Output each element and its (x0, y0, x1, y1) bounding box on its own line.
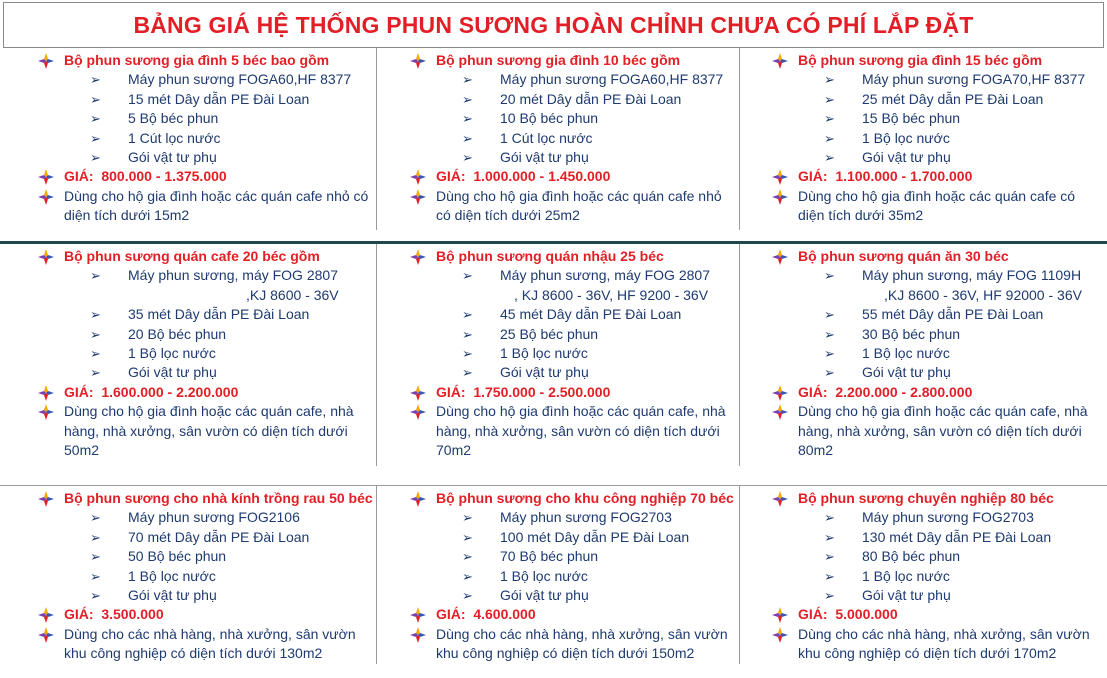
package-note-text: Dùng cho hộ gia đình hoặc các quán cafe, nhà hàng, nhà xưởng, sân vườn có diện tích dưới 50m2 (64, 403, 354, 459)
chevron-arrow-icon: ➢ (824, 111, 835, 127)
list-item (38, 567, 376, 586)
list-item-text: 20 mét Dây dẫn PE Đài Loan (500, 90, 682, 107)
list-item-text: 25 Bộ béc phun (500, 325, 599, 342)
list-item-text: Máy phun sương FOGA60,HF 8377 (128, 71, 352, 88)
package-heading (410, 489, 738, 508)
chevron-arrow-icon: ➢ (462, 268, 473, 284)
list-item (38, 528, 376, 547)
list-item-text: Gói vật tư phụ (500, 364, 589, 381)
list-item-text: , KJ 8600 - 36V, HF 9200 - 36V (514, 286, 709, 303)
chevron-arrow-icon: ➢ (90, 91, 101, 107)
list-item-text: Máy phun sương, máy FOG 2807 (128, 267, 338, 284)
four-color-star-bullet-icon (38, 249, 54, 265)
package-price (410, 383, 738, 402)
list-item (772, 508, 1102, 527)
package-note (410, 625, 738, 664)
list-item (38, 109, 376, 128)
list-item (38, 547, 376, 566)
package-heading (410, 247, 738, 266)
column-divider (739, 48, 740, 230)
list-item-text: 1 Bộ lọc nước (862, 567, 950, 584)
price-label: GIÁ: (64, 606, 94, 623)
price-value: 1.000.000 - 1.450.000 (473, 168, 611, 185)
package-row-3 (0, 485, 1107, 664)
list-item-text: 1 Bộ lọc nước (128, 345, 216, 362)
chevron-arrow-icon: ➢ (462, 588, 473, 604)
four-color-star-bullet-icon (38, 491, 54, 507)
chevron-arrow-icon: ➢ (90, 346, 101, 362)
package-price (772, 383, 1102, 402)
list-item (772, 547, 1102, 566)
list-item-text: Gói vật tư phụ (128, 364, 217, 381)
four-color-star-bullet-icon (410, 627, 426, 643)
list-item-text: 100 mét Dây dẫn PE Đài Loan (500, 528, 690, 545)
list-item-text: Gói vật tư phụ (500, 587, 589, 604)
list-item (772, 148, 1102, 167)
price-value: 1.600.000 - 2.200.000 (101, 383, 239, 400)
price-label: GIÁ: (436, 168, 466, 185)
list-item-continuation (772, 286, 1102, 305)
list-item (410, 129, 738, 148)
chevron-arrow-icon: ➢ (824, 326, 835, 342)
list-item (410, 528, 738, 547)
package-note-text: Dùng cho các nhà hàng, nhà xưởng, sân vườn khu công nghiệp có diện tích dưới 170m2 (798, 625, 1090, 662)
package-note-text: Dùng cho hộ gia đình hoặc các quán cafe có diện tích dưới 35m2 (798, 187, 1076, 224)
list-item (410, 586, 738, 605)
list-item-continuation (410, 286, 738, 305)
four-color-star-bullet-icon (38, 189, 54, 205)
chevron-arrow-icon: ➢ (462, 346, 473, 362)
list-item (772, 90, 1102, 109)
four-color-star-bullet-icon (410, 249, 426, 265)
chevron-arrow-icon: ➢ (90, 365, 101, 381)
package-heading (38, 247, 376, 266)
list-item (410, 90, 738, 109)
list-item-text: Máy phun sương, máy FOG 2807 (500, 267, 710, 284)
price-label: GIÁ: (64, 168, 94, 185)
price-value: 2.200.000 - 2.800.000 (835, 383, 973, 400)
four-color-star-bullet-icon (38, 385, 54, 401)
chevron-arrow-icon: ➢ (90, 111, 101, 127)
package-heading (772, 51, 1102, 70)
list-item (38, 508, 376, 527)
price-value: 1.750.000 - 2.500.000 (473, 383, 611, 400)
list-item-text: 15 Bộ béc phun (862, 110, 961, 127)
four-color-star-bullet-icon (410, 53, 426, 69)
four-color-star-bullet-icon (38, 404, 54, 420)
column-divider (739, 486, 740, 664)
chevron-arrow-icon: ➢ (462, 91, 473, 107)
list-item (38, 325, 376, 344)
list-item-text: 55 mét Dây dẫn PE Đài Loan (862, 306, 1044, 323)
four-color-star-bullet-icon (38, 627, 54, 643)
package-note-text: Dùng cho các nhà hàng, nhà xưởng, sân vườn khu công nghiệp có diện tích dưới 150m2 (436, 625, 728, 662)
package-note (38, 402, 376, 460)
chevron-arrow-icon: ➢ (90, 549, 101, 565)
list-item-continuation (38, 286, 376, 305)
list-item (772, 305, 1102, 324)
list-item (410, 70, 738, 89)
package-price (38, 605, 376, 624)
list-item-text: 1 Cút lọc nước (500, 129, 593, 146)
package-heading-text: Bộ phun sương gia đình 15 béc gồm (798, 52, 1043, 68)
list-item (38, 148, 376, 167)
list-item (38, 344, 376, 363)
four-color-star-bullet-icon (410, 385, 426, 401)
list-item-text: Gói vật tư phụ (862, 149, 951, 166)
four-color-star-bullet-icon (410, 491, 426, 507)
chevron-arrow-icon: ➢ (824, 568, 835, 584)
package-price (38, 167, 376, 186)
price-value: 4.600.000 (473, 606, 536, 623)
list-item (410, 344, 738, 363)
package-card (38, 244, 376, 466)
chevron-arrow-icon: ➢ (462, 307, 473, 323)
package-heading-text: Bộ phun sương quán ăn 30 béc (798, 248, 1009, 264)
four-color-star-bullet-icon (410, 607, 426, 623)
four-color-star-bullet-icon (38, 169, 54, 185)
package-card (410, 48, 738, 230)
list-item-text: 5 Bộ béc phun (128, 110, 219, 127)
list-item-text: Máy phun sương FOGA60,HF 8377 (500, 71, 724, 88)
four-color-star-bullet-icon (38, 53, 54, 69)
list-item (772, 528, 1102, 547)
package-heading-text: Bộ phun sương gia đình 5 béc bao gồm (64, 52, 330, 68)
list-item (772, 129, 1102, 148)
four-color-star-bullet-icon (772, 385, 788, 401)
package-row-2 (0, 241, 1107, 466)
four-color-star-bullet-icon (772, 189, 788, 205)
package-card (38, 486, 376, 664)
chevron-arrow-icon: ➢ (90, 268, 101, 284)
four-color-star-bullet-icon (38, 607, 54, 623)
package-card (772, 48, 1102, 230)
package-note (38, 625, 376, 664)
chevron-arrow-icon: ➢ (90, 150, 101, 166)
chevron-arrow-icon: ➢ (462, 111, 473, 127)
list-item-text: 1 Bộ lọc nước (862, 345, 950, 362)
list-item (38, 586, 376, 605)
list-item (772, 266, 1102, 285)
chevron-arrow-icon: ➢ (824, 346, 835, 362)
list-item (772, 586, 1102, 605)
list-item-text: 1 Bộ lọc nước (862, 129, 950, 146)
package-note (772, 625, 1102, 664)
price-label: GIÁ: (798, 168, 828, 185)
chevron-arrow-icon: ➢ (90, 529, 101, 545)
list-item (772, 70, 1102, 89)
list-item (38, 70, 376, 89)
chevron-arrow-icon: ➢ (824, 150, 835, 166)
list-item (38, 305, 376, 324)
four-color-star-bullet-icon (772, 53, 788, 69)
chevron-arrow-icon: ➢ (462, 549, 473, 565)
list-item (38, 129, 376, 148)
package-note (410, 187, 738, 226)
list-item (410, 508, 738, 527)
list-item-text: ,KJ 8600 - 36V, HF 92000 - 36V (884, 286, 1082, 303)
package-heading (772, 247, 1102, 266)
package-heading-text: Bộ phun sương cho khu công nghiệp 70 béc (436, 490, 734, 506)
list-item-text: 1 Bộ lọc nước (128, 567, 216, 584)
chevron-arrow-icon: ➢ (462, 150, 473, 166)
list-item-text: Gói vật tư phụ (862, 364, 951, 381)
list-item (772, 325, 1102, 344)
chevron-arrow-icon: ➢ (824, 268, 835, 284)
list-item-text: 20 Bộ béc phun (128, 325, 227, 342)
four-color-star-bullet-icon (772, 607, 788, 623)
list-item (772, 344, 1102, 363)
package-price (772, 167, 1102, 186)
list-item-text: 1 Cút lọc nước (128, 129, 221, 146)
package-heading-text: Bộ phun sương gia đình 10 béc gồm (436, 52, 681, 68)
list-item-text: 130 mét Dây dẫn PE Đài Loan (862, 528, 1052, 545)
chevron-arrow-icon: ➢ (824, 365, 835, 381)
package-heading (38, 51, 376, 70)
list-item-text: 1 Bộ lọc nước (500, 567, 588, 584)
chevron-arrow-icon: ➢ (90, 130, 101, 146)
price-label: GIÁ: (64, 383, 94, 400)
list-item-text: 35 mét Dây dẫn PE Đài Loan (128, 306, 310, 323)
list-item-text: Gói vật tư phụ (500, 149, 589, 166)
page-title: BẢNG GIÁ HỆ THỐNG PHUN SƯƠNG HOÀN CHỈNH CHƯA CÓ PHÍ LẮP ĐẶT (133, 11, 974, 38)
list-item (410, 148, 738, 167)
list-item (410, 547, 738, 566)
chevron-arrow-icon: ➢ (462, 365, 473, 381)
package-card (410, 486, 738, 664)
price-label: GIÁ: (436, 383, 466, 400)
list-item (772, 363, 1102, 382)
list-item (772, 109, 1102, 128)
list-item (38, 363, 376, 382)
list-item (410, 567, 738, 586)
package-heading-text: Bộ phun sương cho nhà kính trồng rau 50 béc (64, 490, 373, 506)
price-label: GIÁ: (436, 606, 466, 623)
list-item-text: 10 Bộ béc phun (500, 110, 599, 127)
list-item (410, 266, 738, 285)
price-value: 3.500.000 (101, 606, 164, 623)
chevron-arrow-icon: ➢ (90, 307, 101, 323)
package-note (38, 187, 376, 226)
four-color-star-bullet-icon (410, 189, 426, 205)
list-item-text: 80 Bộ béc phun (862, 548, 961, 565)
price-label: GIÁ: (798, 383, 828, 400)
list-item-text: 15 mét Dây dẫn PE Đài Loan (128, 90, 310, 107)
list-item-text: Máy phun sương FOG2703 (862, 509, 1034, 526)
price-value: 1.100.000 - 1.700.000 (835, 168, 973, 185)
chevron-arrow-icon: ➢ (462, 568, 473, 584)
package-note-text: Dùng cho hộ gia đình hoặc các quán cafe nhỏ có diện tích dưới 15m2 (64, 187, 369, 224)
list-item-text: 70 mét Dây dẫn PE Đài Loan (128, 528, 310, 545)
chevron-arrow-icon: ➢ (90, 588, 101, 604)
package-card (38, 48, 376, 230)
list-item (772, 567, 1102, 586)
list-item-text: Máy phun sương FOG2106 (128, 509, 300, 526)
chevron-arrow-icon: ➢ (824, 588, 835, 604)
package-price (772, 605, 1102, 624)
list-item (410, 305, 738, 324)
list-item-text: Gói vật tư phụ (128, 587, 217, 604)
four-color-star-bullet-icon (772, 404, 788, 420)
package-note-text: Dùng cho hộ gia đình hoặc các quán cafe, nhà hàng, nhà xưởng, sân vườn có diện tích dưới 70m2 (436, 403, 726, 459)
package-note (772, 402, 1102, 460)
column-divider (376, 486, 377, 664)
chevron-arrow-icon: ➢ (824, 91, 835, 107)
price-value: 5.000.000 (835, 606, 898, 623)
list-item-text: 1 Bộ lọc nước (500, 345, 588, 362)
list-item-text: Máy phun sương FOG2703 (500, 509, 672, 526)
package-heading-text: Bộ phun sương quán nhậu 25 béc (436, 248, 664, 264)
four-color-star-bullet-icon (772, 249, 788, 265)
package-note (410, 402, 738, 460)
list-item-text: Máy phun sương, máy FOG 1109H (862, 267, 1082, 284)
list-item (38, 90, 376, 109)
list-item-text: Gói vật tư phụ (128, 149, 217, 166)
chevron-arrow-icon: ➢ (824, 72, 835, 88)
chevron-arrow-icon: ➢ (824, 549, 835, 565)
package-price (38, 383, 376, 402)
chevron-arrow-icon: ➢ (462, 72, 473, 88)
chevron-arrow-icon: ➢ (824, 510, 835, 526)
list-item-text: ,KJ 8600 - 36V (246, 286, 339, 303)
list-item-text: Máy phun sương FOGA70,HF 8377 (862, 71, 1086, 88)
column-divider (376, 48, 377, 230)
chevron-arrow-icon: ➢ (90, 72, 101, 88)
chevron-arrow-icon: ➢ (90, 510, 101, 526)
chevron-arrow-icon: ➢ (824, 130, 835, 146)
list-item-text: 45 mét Dây dẫn PE Đài Loan (500, 306, 682, 323)
package-note (772, 187, 1102, 226)
package-heading-text: Bộ phun sương chuyên nghiệp 80 béc (798, 490, 1054, 506)
package-heading (410, 51, 738, 70)
package-heading (772, 489, 1102, 508)
package-card (410, 244, 738, 466)
chevron-arrow-icon: ➢ (824, 307, 835, 323)
chevron-arrow-icon: ➢ (462, 326, 473, 342)
list-item-text: 30 Bộ béc phun (862, 325, 961, 342)
chevron-arrow-icon: ➢ (824, 529, 835, 545)
price-label: GIÁ: (798, 606, 828, 623)
package-price (410, 605, 738, 624)
chevron-arrow-icon: ➢ (462, 130, 473, 146)
package-price (410, 167, 738, 186)
four-color-star-bullet-icon (772, 491, 788, 507)
list-item-text: 50 Bộ béc phun (128, 548, 227, 565)
column-divider (739, 244, 740, 466)
package-note-text: Dùng cho hộ gia đình hoặc các quán cafe nhỏ có diện tích dưới 25m2 (436, 187, 722, 224)
list-item-text: Gói vật tư phụ (862, 587, 951, 604)
package-card (772, 244, 1102, 466)
four-color-star-bullet-icon (410, 404, 426, 420)
column-divider (376, 244, 377, 466)
package-row-1 (0, 48, 1107, 230)
four-color-star-bullet-icon (772, 169, 788, 185)
list-item-text: 25 mét Dây dẫn PE Đài Loan (862, 90, 1044, 107)
chevron-arrow-icon: ➢ (90, 568, 101, 584)
list-item-text: 70 Bộ béc phun (500, 548, 599, 565)
title-banner (3, 2, 1104, 48)
list-item (410, 363, 738, 382)
list-item (38, 266, 376, 285)
price-value: 800.000 - 1.375.000 (101, 168, 227, 185)
chevron-arrow-icon: ➢ (90, 326, 101, 342)
four-color-star-bullet-icon (410, 169, 426, 185)
list-item (410, 325, 738, 344)
list-item (410, 109, 738, 128)
chevron-arrow-icon: ➢ (462, 510, 473, 526)
package-heading (38, 489, 376, 508)
package-heading-text: Bộ phun sương quán cafe 20 béc gồm (64, 248, 320, 264)
package-card (772, 486, 1102, 664)
four-color-star-bullet-icon (772, 627, 788, 643)
chevron-arrow-icon: ➢ (462, 529, 473, 545)
package-note-text: Dùng cho hộ gia đình hoặc các quán cafe, nhà hàng, nhà xưởng, sân vườn có diện tích dưới 80m2 (798, 403, 1088, 459)
package-note-text: Dùng cho các nhà hàng, nhà xưởng, sân vườn khu công nghiệp có diện tích dưới 130m2 (64, 625, 356, 662)
